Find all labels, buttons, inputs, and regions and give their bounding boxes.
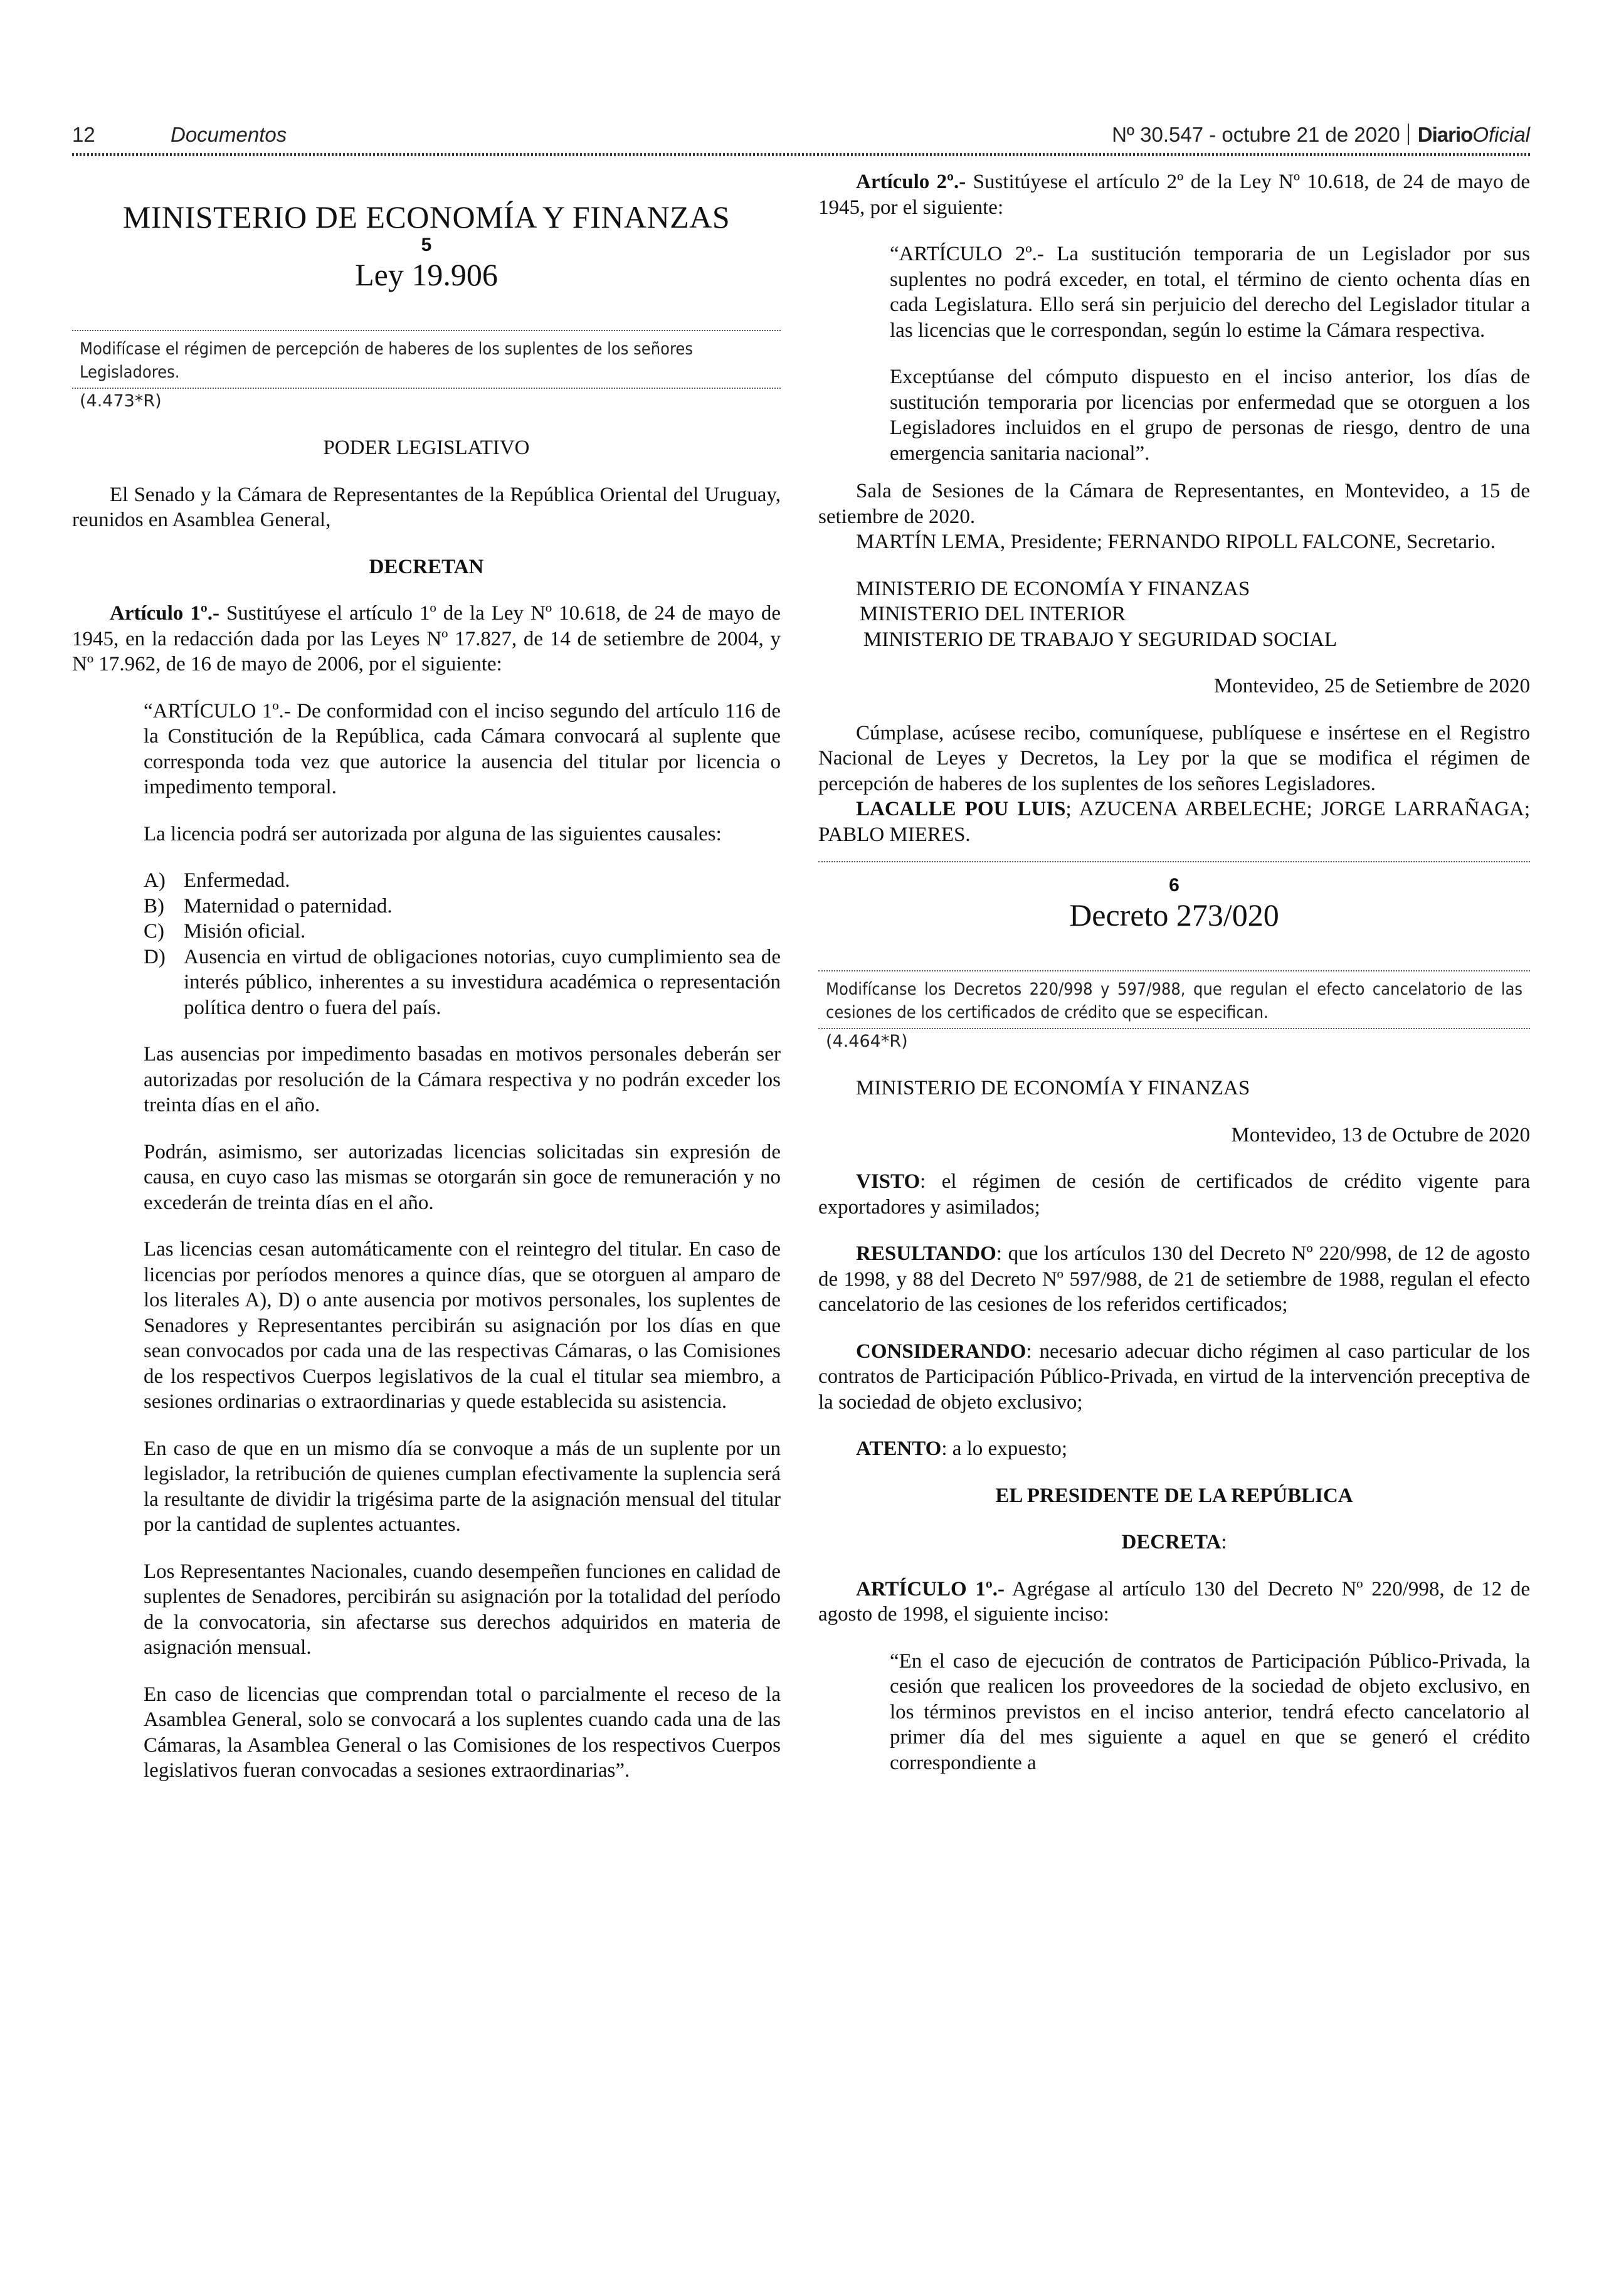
resultando-label: RESULTANDO <box>856 1242 996 1265</box>
considerando-text: : necesario adecuar dicho régimen al caso particular de los contratos de Participación Público-Privada, en virtud de la intervención preceptiva de la sociedad de objeto exclusivo; <box>818 1340 1530 1414</box>
list-text: Enfermedad. <box>184 869 290 892</box>
considerando-label: CONSIDERANDO <box>856 1340 1026 1363</box>
power-heading: PODER LEGISLATIVO <box>323 436 530 459</box>
article-1-label: Artículo 1º.- <box>110 602 219 625</box>
session-place-date: Sala de Sesiones de la Cámara de Representantes, en Montevideo, a 15 de setiembre de 2020. <box>818 480 1530 528</box>
visto-paragraph <box>818 1169 1530 1220</box>
atento-paragraph <box>818 1436 1530 1462</box>
article-2-label: Artículo 2º.- <box>856 171 966 193</box>
list-letter: D) <box>144 945 166 968</box>
executive-signers <box>818 796 1530 847</box>
header-separator <box>1408 124 1409 145</box>
issue-info <box>1112 123 1530 147</box>
brand-logo-bold: Diario <box>1417 123 1473 146</box>
item-number: 6 <box>1169 875 1179 896</box>
ministry-line: MINISTERIO DEL INTERIOR <box>860 603 1126 625</box>
president-signature: LACALLE POU LUIS <box>856 798 1066 820</box>
left-column <box>72 169 781 1784</box>
visto-label: VISTO <box>856 1170 921 1193</box>
article-1-text: Sustitúyese el artículo 1º de la Ley Nº 10.618, de 24 de mayo de 1945, en la redacción dada por las Leyes Nº 17.827, de 14 de setiembre de 2004, y Nº 17.962, de 16 de mayo de 2006, por el siguiente: <box>72 602 781 675</box>
decreta-label: DECRETA <box>1121 1531 1222 1553</box>
list-text: Ausencia en virtud de obligaciones notorias, cuyo cumplimiento sea de interés público, inherentes a su investidura académica o representación política dentro o fuera del país. <box>184 945 781 1019</box>
decree-article-1-label: ARTÍCULO 1º.- <box>856 1577 1005 1600</box>
list-item <box>144 944 781 1021</box>
resultando-text: : que los artículos 130 del Decreto Nº 220/998, de 12 de agosto de 1998, y 88 del Decreto Nº 597/988, de 21 de setiembre de 1988, regulan el efecto cancelatorio de las cesiones de los referidos certificados; <box>818 1242 1530 1316</box>
preamble: El Senado y la Cámara de Representantes de la República Oriental del Uruguay, reunidos en Asamblea General, <box>72 483 781 531</box>
ministries-list <box>818 576 1530 653</box>
list-text: Misión oficial. <box>184 920 306 943</box>
ministry-line: MINISTERIO DE ECONOMÍA Y FINANZAS <box>856 1077 1250 1099</box>
list-letter: A) <box>144 869 166 892</box>
quote-paragraph: Los Representantes Nacionales, cuando desempeñen funciones en calidad de suplentes de Senadores, percibirán su asignación por la totalidad del período de la convocatoria, sin afectarse sus derechos adquiridos en materia de asignación mensual. <box>144 1560 781 1659</box>
quote-paragraph: En caso de que en un mismo día se convoque a más de un suplente por un legislador, la retribución de quienes cumplan efectivamente la suplencia será la resultante de dividir la trigésima parte de la asignación mensual del titular por la cantidad de suplentes actuantes. <box>144 1437 781 1536</box>
ministry-heading: MINISTERIO DE ECONOMÍA Y FINANZAS <box>122 199 731 235</box>
atento-label: ATENTO <box>856 1437 942 1460</box>
quote-paragraph: Las licencias cesan automáticamente con el reintegro del titular. En caso de licencias por períodos menores a quince días, que se otorguen al amparo de los literales A), D) o ante ausencia por motivos personales, los suplentes de Senadores y Representantes percibirán su asignación por los días en que sean convocados por cada una de las respectivas Cámaras, o las Comisiones de los respectivos Cuerpos legislativos de la cual el titular sea miembro, a sesiones ordinarias o extraordinarias y quede establecida su asistencia. <box>144 1238 781 1413</box>
document-summary: Modifícanse los Decretos 220/998 y 597/988, que regulan el efecto cancelatorio de las cesiones de los certificados de crédito que se especifican. <box>818 970 1530 1029</box>
quote-paragraph: “En el caso de ejecución de contratos de Participación Público-Privada, la cesión que realicen los proveedores de la sociedad de objeto exclusivo, en los términos previstos en el inciso anterior, tendrá efecto cancelatorio al primer día del mes siguiente a aquel en que se generó el crédito correspondiente a <box>890 1649 1530 1774</box>
quote-paragraph: Podrán, asimismo, ser autorizadas licencias solicitadas sin expresión de causa, en cuyo caso las mismas se otorgarán sin goce de remuneración y no excederán de treinta días en el año. <box>144 1140 781 1214</box>
page-header <box>72 123 1530 152</box>
quote-paragraph: “ARTÍCULO 1º.- De conformidad con el inciso segundo del artículo 116 de la Constitución de la República, cada Cámara convocará al suplente que corresponda toda vez que autorice la ausencia del titular por licencia o impedimento temporal. <box>144 699 781 798</box>
article-1 <box>72 601 781 677</box>
chamber-signers: MARTÍN LEMA, Presidente; FERNANDO RIPOLL FALCONE, Secretario. <box>856 531 1496 553</box>
document-code: (4.464*R) <box>826 1032 908 1051</box>
brand-logo-italic: Oficial <box>1472 123 1530 146</box>
item-number: 5 <box>421 235 432 255</box>
quote-paragraph: En caso de licencias que comprendan total o parcialmente el receso de la Asamblea General, solo se convocará a los suplentes cuando cada una de las Cámaras, la Asamblea General o las Comisiones de los respectivos Cuerpos legislativos fueran convocadas a sesiones extraordinarias”. <box>144 1683 781 1782</box>
quote-paragraph: La licencia podrá ser autorizada por alguna de las siguientes causales: <box>144 822 722 845</box>
issue-number-date: Nº 30.547 - octubre 21 de 2020 <box>1112 123 1400 146</box>
atento-text: : a lo expuesto; <box>941 1437 1068 1460</box>
article-2-text: Sustitúyese el artículo 2º de la Ley Nº 10.618, de 24 de mayo de 1945, por el siguiente: <box>818 171 1531 219</box>
quote-paragraph: Las ausencias por impedimento basadas en motivos personales deberán ser autorizadas por resolución de la Cámara respectiva y no podrán exceder los treinta días en el año. <box>144 1043 781 1116</box>
list-letter: C) <box>144 920 164 943</box>
decree-article-1 <box>818 1577 1530 1627</box>
list-text: Maternidad o paternidad. <box>184 894 393 918</box>
page-number: 12 <box>72 123 95 146</box>
promulgation-date: Montevideo, 25 de Setiembre de 2020 <box>1213 675 1530 697</box>
document-code: (4.473*R) <box>80 391 162 411</box>
ministers-signatures: ; AZUCENA ARBELECHE; JORGE LARRAÑAGA; PABLO MIERES. <box>818 798 1530 846</box>
document-title: Ley 19.906 <box>355 257 498 292</box>
quote-paragraph: “ARTÍCULO 2º.- La sustitución temporaria de un Legislador por sus suplentes no podrá exceder, en total, el término de ciento ochenta días en cada Legislatura. Ello será sin perjuicio del derecho del Legislador titular a las licencias que le correspondan, según lo estime la Cámara respectiva. <box>890 243 1530 342</box>
list-letter: B) <box>144 894 164 918</box>
decree-date: Montevideo, 13 de Octubre de 2020 <box>1231 1123 1530 1146</box>
right-column <box>818 169 1530 1775</box>
quote-paragraph: Exceptúanse del cómputo dispuesto en el inciso anterior, los días de sustitución temporaria por licencias por enfermedad que se otorguen a los Legisladores incluidos en el grupo de personas de riesgo, dentro de una emergencia sanitaria nacional”. <box>890 366 1530 465</box>
list-item <box>144 894 781 919</box>
ministry-line: MINISTERIO DE ECONOMÍA Y FINANZAS <box>856 577 1250 600</box>
document-summary: Modifícase el régimen de percepción de haberes de los suplentes de los señores Legisladores. <box>72 330 781 389</box>
resultando-paragraph <box>818 1241 1530 1318</box>
header-divider <box>72 153 1530 156</box>
decreta-heading <box>818 1530 1530 1555</box>
cumplase-paragraph: Cúmplase, acúsese recibo, comuníquese, publíquese e insértese en el Registro Nacional de Leyes y Decretos, la Ley por la que se modifica el régimen de percepción de haberes de los suplentes de los señores Legisladores. <box>818 721 1530 795</box>
list-item <box>144 919 781 944</box>
causales-list <box>144 868 781 1020</box>
article-2 <box>818 169 1530 220</box>
section-name: Documentos <box>171 123 287 146</box>
considerando-paragraph <box>818 1339 1530 1415</box>
visto-text: : el régimen de cesión de certificados de crédito vigente para exportadores y asimilados; <box>818 1170 1530 1219</box>
document-title: Decreto 273/020 <box>1069 897 1279 933</box>
president-heading: EL PRESIDENTE DE LA REPÚBLICA <box>995 1484 1353 1507</box>
list-item <box>144 868 781 894</box>
decreta-colon: : <box>1221 1531 1227 1553</box>
decretan-heading: DECRETAN <box>369 555 484 578</box>
ministry-line: MINISTERIO DE TRABAJO Y SEGURIDAD SOCIAL <box>863 628 1338 651</box>
decree-article-1-text: Agrégase al artículo 130 del Decreto Nº 220/998, de 12 de agosto de 1998, el siguiente inciso: <box>818 1577 1530 1626</box>
